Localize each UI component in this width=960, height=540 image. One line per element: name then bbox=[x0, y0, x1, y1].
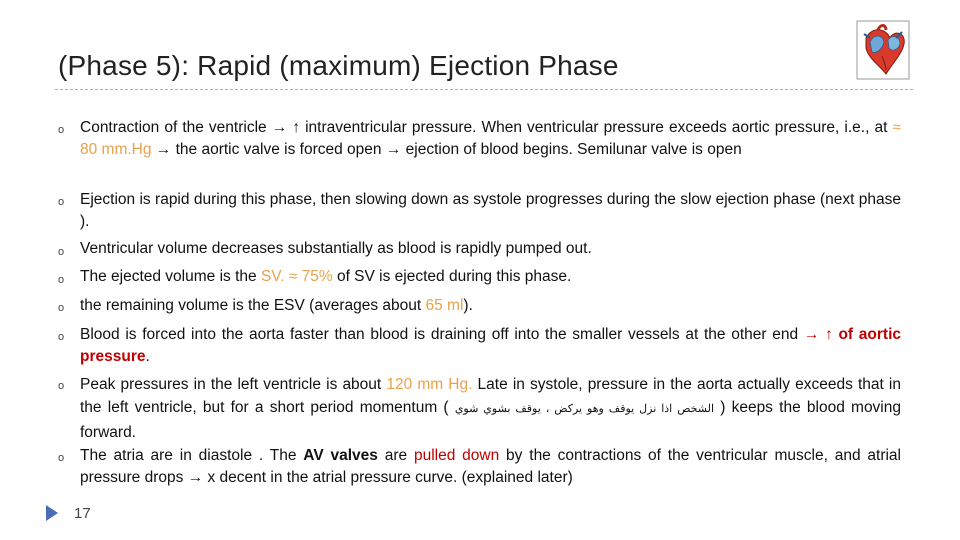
bullet-7-text-end: ) keeps the blood moving forward. bbox=[80, 399, 901, 441]
bullet-8-highlight: pulled down bbox=[413, 447, 500, 464]
bullet-marker: o bbox=[58, 124, 65, 136]
bullet-8-text: The atria are in diastole . The bbox=[80, 447, 304, 464]
title-divider bbox=[55, 89, 913, 90]
bullet-6-text-end: . bbox=[145, 348, 150, 365]
bullet-marker: o bbox=[58, 274, 65, 286]
page-number: 17 bbox=[74, 505, 91, 522]
bullet-2-text: Ejection is rapid during this phase, then slowing down as systole progresses during the slow ejection phase (next phase ). bbox=[80, 191, 901, 230]
bullet-marker: o bbox=[58, 302, 65, 314]
bullet-marker: o bbox=[58, 196, 65, 208]
bullet-point-2 bbox=[80, 189, 901, 233]
bullet-point-8 bbox=[80, 445, 901, 489]
slide-title: (Phase 5): Rapid (maximum) Ejection Phase bbox=[58, 50, 619, 81]
bullet-point-4 bbox=[80, 266, 901, 288]
bullet-point-7 bbox=[80, 373, 901, 444]
bullet-4-text: The ejected volume is the bbox=[80, 268, 261, 285]
bullet-point-5 bbox=[80, 295, 901, 317]
bullet-marker: o bbox=[58, 331, 65, 343]
bullet-8-bold: AV valves bbox=[303, 447, 378, 464]
bullet-3-text: Ventricular volume decreases substantially as blood is rapidly pumped out. bbox=[80, 240, 592, 257]
bullet-point-1 bbox=[80, 117, 901, 161]
bullet-7-text-mid: Late in systole, pressure in the aorta actually exceeds that in the left ventricle, but for a short period momentum ( bbox=[80, 376, 901, 416]
bullet-6-text: Blood is forced into the aorta faster than blood is draining off into the smaller vessels at the other end bbox=[80, 326, 804, 343]
bullet-5-text: the remaining volume is the ESV (averages about bbox=[80, 297, 426, 314]
bullet-5-highlight: 65 ml bbox=[425, 297, 464, 314]
bullet-marker: o bbox=[58, 380, 65, 392]
bullet-7-text: Peak pressures in the left ventricle is about bbox=[80, 376, 387, 393]
bullet-point-3 bbox=[80, 238, 901, 260]
bullet-6-emphasis: → ↑ of aortic pressure bbox=[80, 326, 902, 365]
bullet-7-arabic-note: الشخص اذا نزل يوقف وهو يركض ، يوقف بشوي شوي bbox=[454, 403, 714, 415]
heart-illustration-icon bbox=[856, 20, 910, 80]
triangle-marker-icon bbox=[46, 505, 58, 521]
bullet-4-text-end: of SV is ejected during this phase. bbox=[332, 268, 572, 285]
bullet-marker: o bbox=[58, 452, 65, 464]
bullet-1-text: Contraction of the ventricle → ↑ intraventricular pressure. When ventricular pressure exceeds aortic pressure, i.e., at bbox=[80, 119, 893, 136]
bullet-1-text-end: → the aortic valve is forced open → ejection of blood begins. Semilunar valve is open bbox=[151, 141, 742, 158]
bullet-8-text-mid: are bbox=[377, 447, 414, 464]
bullet-1-highlight: ≈ 80 mm.Hg bbox=[80, 119, 901, 158]
bullet-8-text-end: by the contractions of the ventricular muscle, and atrial pressure drops → x decent in the atrial pressure curve. (explained later) bbox=[80, 447, 902, 486]
bullet-5-text-end: ). bbox=[463, 297, 473, 314]
bullet-7-highlight: 120 mm Hg. bbox=[386, 376, 473, 393]
bullet-point-6 bbox=[80, 324, 901, 368]
bullet-4-highlight: SV. ≈ 75% bbox=[260, 268, 333, 285]
bullet-marker: o bbox=[58, 246, 65, 258]
